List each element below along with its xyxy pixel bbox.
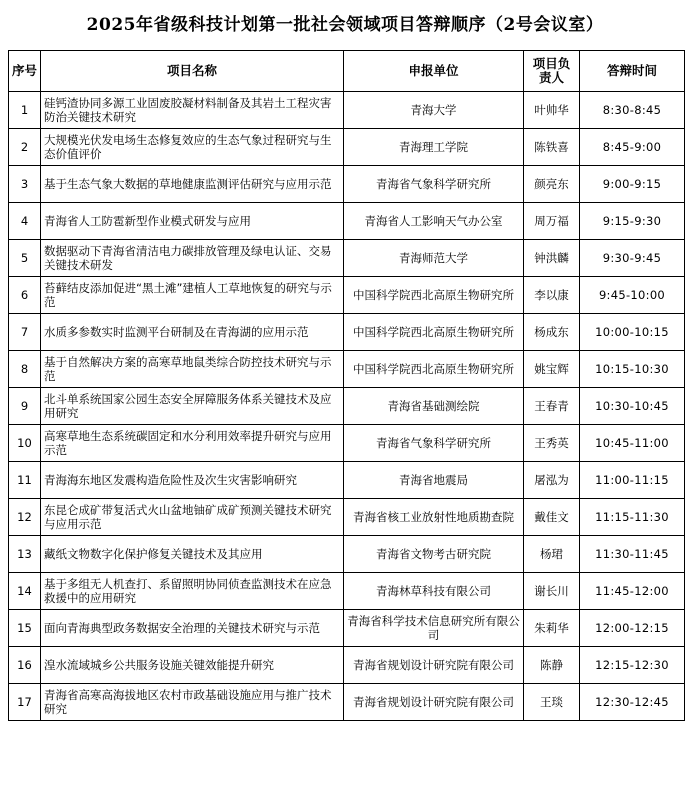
table-row xyxy=(9,166,685,203)
page-title: 2025年省级科技计划第一批社会领域项目答辩顺序（2号会议室） xyxy=(86,14,604,35)
row-number: 15 xyxy=(9,610,41,647)
project-lead: 周万福 xyxy=(524,203,580,240)
project-lead: 王琰 xyxy=(524,684,580,721)
project-name: 苔藓结皮添加促进“黑土滩”建植人工草地恢复的研究与示范 xyxy=(41,277,344,314)
project-lead: 颜亮东 xyxy=(524,166,580,203)
defense-time: 11:00-11:15 xyxy=(580,462,685,499)
project-lead: 李以康 xyxy=(524,277,580,314)
row-number: 6 xyxy=(9,277,41,314)
table-row xyxy=(9,462,685,499)
table-row xyxy=(9,573,685,610)
row-number: 2 xyxy=(9,129,41,166)
applicant-unit: 青海省文物考古研究院 xyxy=(344,536,524,573)
table-row xyxy=(9,314,685,351)
defense-time: 9:00-9:15 xyxy=(580,166,685,203)
project-name: 青海海东地区发震构造危险性及次生灾害影响研究 xyxy=(41,462,344,499)
defense-time: 8:45-9:00 xyxy=(580,129,685,166)
project-name: 湟水流域城乡公共服务设施关键效能提升研究 xyxy=(41,647,344,684)
defense-time: 12:00-12:15 xyxy=(580,610,685,647)
table-row xyxy=(9,536,685,573)
applicant-unit: 中国科学院西北高原生物研究所 xyxy=(344,351,524,388)
row-number: 11 xyxy=(9,462,41,499)
project-lead: 陈静 xyxy=(524,647,580,684)
table-row xyxy=(9,277,685,314)
row-number: 5 xyxy=(9,240,41,277)
project-name: 青海省人工防雹新型作业模式研发与应用 xyxy=(41,203,344,240)
project-name: 基于多组无人机查打、系留照明协同侦查监测技术在应急救援中的应用研究 xyxy=(41,573,344,610)
applicant-unit: 青海省基础测绘院 xyxy=(344,388,524,425)
project-lead: 姚宝辉 xyxy=(524,351,580,388)
row-number: 12 xyxy=(9,499,41,536)
defense-time: 12:30-12:45 xyxy=(580,684,685,721)
header-project-name: 项目名称 xyxy=(41,51,344,92)
table-row xyxy=(9,647,685,684)
defense-time: 9:15-9:30 xyxy=(580,203,685,240)
applicant-unit: 青海省规划设计研究院有限公司 xyxy=(344,684,524,721)
project-name: 面向青海典型政务数据安全治理的关键技术研究与示范 xyxy=(41,610,344,647)
project-name: 大规模光伏发电场生态修复效应的生态气象过程研究与生态价值评价 xyxy=(41,129,344,166)
row-number: 10 xyxy=(9,425,41,462)
header-unit: 申报单位 xyxy=(344,51,524,92)
row-number: 13 xyxy=(9,536,41,573)
table-row xyxy=(9,92,685,129)
defense-time: 11:30-11:45 xyxy=(580,536,685,573)
defense-time: 11:15-11:30 xyxy=(580,499,685,536)
applicant-unit: 青海理工学院 xyxy=(344,129,524,166)
table-header-row xyxy=(9,51,685,92)
applicant-unit: 青海省核工业放射性地质勘查院 xyxy=(344,499,524,536)
project-lead: 陈铁喜 xyxy=(524,129,580,166)
project-lead: 钟洪麟 xyxy=(524,240,580,277)
project-name: 东昆仑成矿带复活式火山盆地铀矿成矿预测关键技术研究与应用示范 xyxy=(41,499,344,536)
row-number: 3 xyxy=(9,166,41,203)
row-number: 14 xyxy=(9,573,41,610)
row-number: 9 xyxy=(9,388,41,425)
defense-time: 10:30-10:45 xyxy=(580,388,685,425)
project-lead: 杨珺 xyxy=(524,536,580,573)
project-name: 北斗单系统国家公园生态安全屏障服务体系关键技术及应用研究 xyxy=(41,388,344,425)
project-name: 硅钙渣协同多源工业固废胶凝材料制备及其岩土工程灾害防治关键技术研究 xyxy=(41,92,344,129)
table-row xyxy=(9,203,685,240)
project-lead: 屠泓为 xyxy=(524,462,580,499)
applicant-unit: 中国科学院西北高原生物研究所 xyxy=(344,314,524,351)
project-name: 青海省高寒高海拔地区农村市政基础设施应用与推广技术研究 xyxy=(41,684,344,721)
project-name: 数据驱动下青海省清洁电力碳排放管理及绿电认证、交易关键技术研发 xyxy=(41,240,344,277)
applicant-unit: 青海省地震局 xyxy=(344,462,524,499)
header-lead: 项目负责人 xyxy=(524,51,580,92)
table-row xyxy=(9,425,685,462)
project-lead: 谢长川 xyxy=(524,573,580,610)
project-lead: 王春青 xyxy=(524,388,580,425)
applicant-unit: 青海师范大学 xyxy=(344,240,524,277)
row-number: 7 xyxy=(9,314,41,351)
table-row xyxy=(9,351,685,388)
project-name: 基于生态气象大数据的草地健康监测评估研究与应用示范 xyxy=(41,166,344,203)
project-name: 基于自然解决方案的高寒草地鼠类综合防控技术研究与示范 xyxy=(41,351,344,388)
project-lead: 王秀英 xyxy=(524,425,580,462)
table-row xyxy=(9,240,685,277)
row-number: 8 xyxy=(9,351,41,388)
row-number: 1 xyxy=(9,92,41,129)
defense-time: 10:00-10:15 xyxy=(580,314,685,351)
row-number: 17 xyxy=(9,684,41,721)
table-row xyxy=(9,129,685,166)
defense-time: 10:15-10:30 xyxy=(580,351,685,388)
applicant-unit: 青海省气象科学研究所 xyxy=(344,425,524,462)
applicant-unit: 青海大学 xyxy=(344,92,524,129)
defense-time: 11:45-12:00 xyxy=(580,573,685,610)
applicant-unit: 青海省气象科学研究所 xyxy=(344,166,524,203)
row-number: 4 xyxy=(9,203,41,240)
applicant-unit: 青海省科学技术信息研究所有限公司 xyxy=(344,610,524,647)
table-row xyxy=(9,388,685,425)
applicant-unit: 中国科学院西北高原生物研究所 xyxy=(344,277,524,314)
defense-time: 9:45-10:00 xyxy=(580,277,685,314)
defense-time: 10:45-11:00 xyxy=(580,425,685,462)
defense-time: 9:30-9:45 xyxy=(580,240,685,277)
header-time: 答辩时间 xyxy=(580,51,685,92)
applicant-unit: 青海省人工影响天气办公室 xyxy=(344,203,524,240)
row-number: 16 xyxy=(9,647,41,684)
project-lead: 戴佳文 xyxy=(524,499,580,536)
project-lead: 叶帅华 xyxy=(524,92,580,129)
defense-time: 8:30-8:45 xyxy=(580,92,685,129)
table-row xyxy=(9,684,685,721)
defense-time: 12:15-12:30 xyxy=(580,647,685,684)
project-lead: 杨成东 xyxy=(524,314,580,351)
project-lead: 朱莉华 xyxy=(524,610,580,647)
project-name: 藏纸文物数字化保护修复关键技术及其应用 xyxy=(41,536,344,573)
table-row xyxy=(9,499,685,536)
schedule-table xyxy=(8,50,685,721)
project-name: 高寒草地生态系统碳固定和水分利用效率提升研究与应用示范 xyxy=(41,425,344,462)
header-no: 序号 xyxy=(9,51,41,92)
applicant-unit: 青海省规划设计研究院有限公司 xyxy=(344,647,524,684)
project-name: 水质多参数实时监测平台研制及在青海湖的应用示范 xyxy=(41,314,344,351)
table-row xyxy=(9,610,685,647)
applicant-unit: 青海林草科技有限公司 xyxy=(344,573,524,610)
